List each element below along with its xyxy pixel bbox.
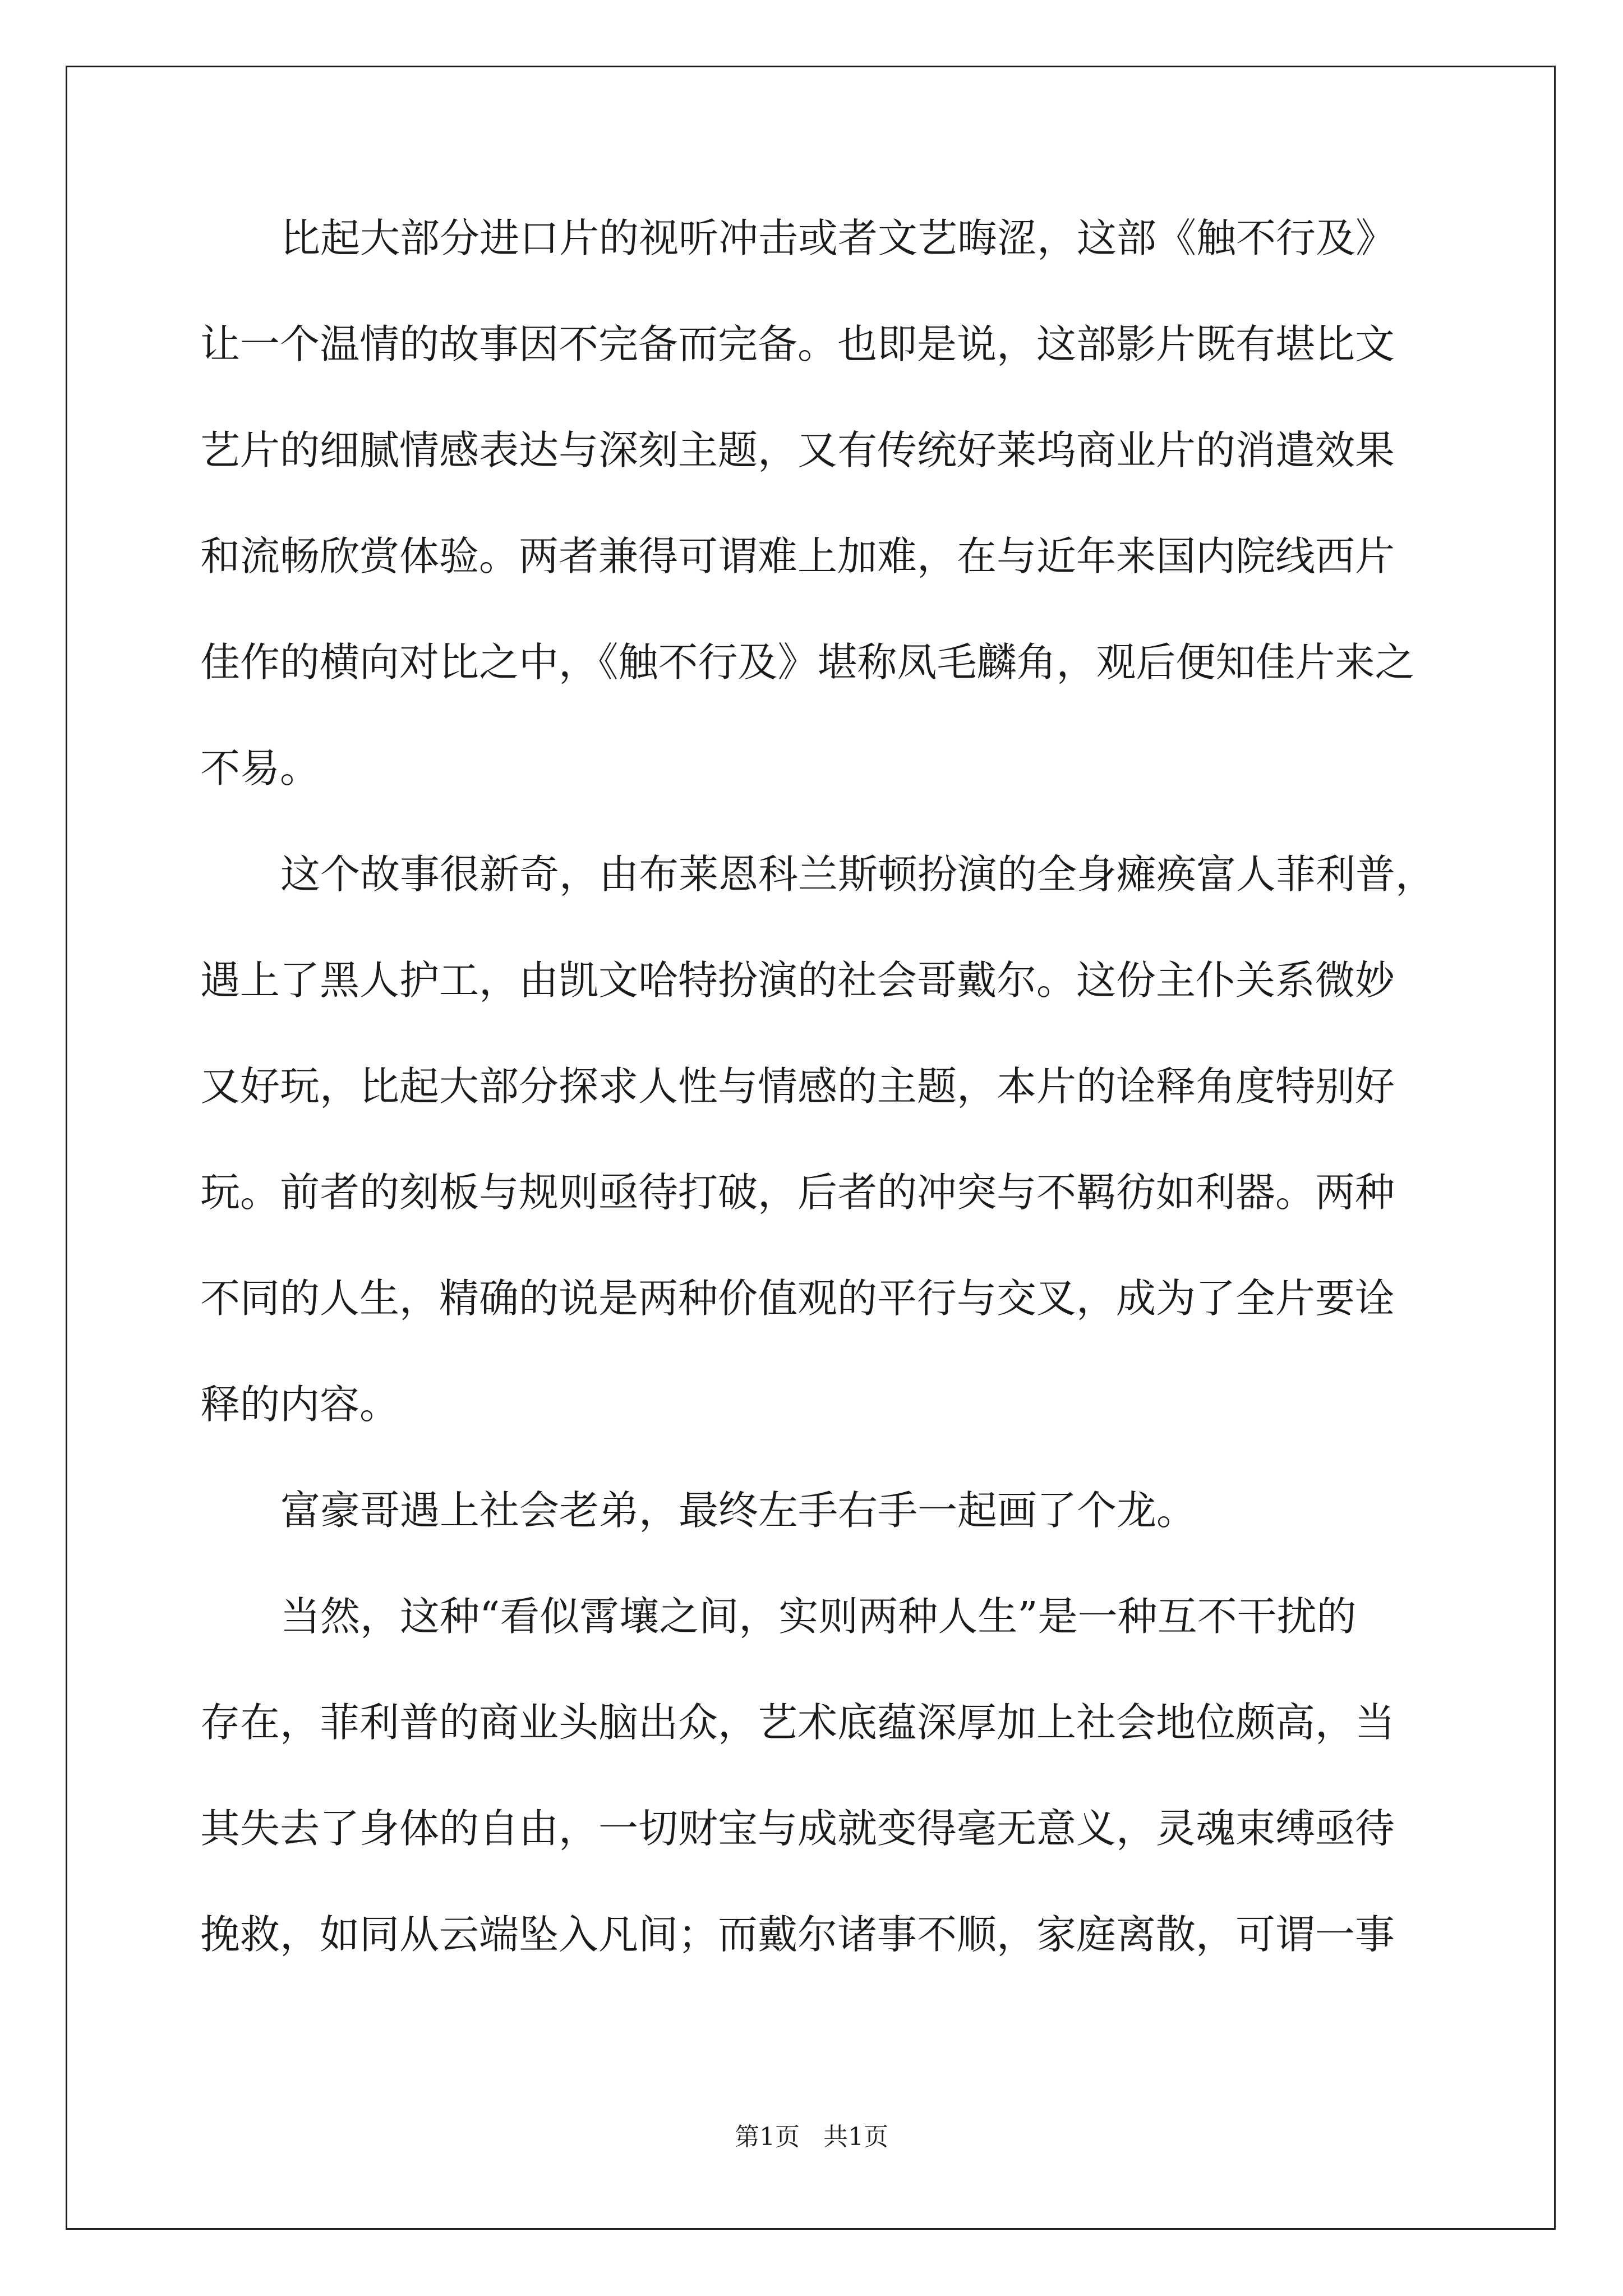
text-line: 佳作的横向对比之中，《触不行及》堪称凤毛麟角，观后便知佳片来之 (200, 639, 1415, 685)
text-line: 存在，菲利普的商业头脑出众，艺术底蕴深厚加上社会地位颇高，当 (200, 1699, 1395, 1746)
text-line: 比起大部分进口片的视听冲击或者文艺晦涩，这部《触不行及》 (280, 215, 1396, 261)
text-line: 艺片的细腻情感表达与深刻主题，又有传统好莱坞商业片的消遣效果 (200, 427, 1395, 473)
text-line: 其失去了身体的自由，一切财宝与成就变得毫无意义，灵魂束缚亟待 (200, 1805, 1395, 1852)
text-line: 释的内容。 (200, 1381, 400, 1428)
document-body (200, 210, 1434, 2013)
text-line: 遇上了黑人护工，由凯文哈特扮演的社会哥戴尔。这份主仆关系微妙 (200, 957, 1395, 1004)
page-footer (0, 2120, 1623, 2154)
text-line: 玩。前者的刻板与规则亟待打破，后者的冲突与不羁彷如利器。两种 (200, 1169, 1395, 1216)
page-total: 共1页 (823, 2123, 888, 2151)
text-line: 挽救，如同从云端坠入凡间；而戴尔诸事不顺，家庭离散，可谓一事 (200, 1911, 1395, 1958)
text-line: 让一个温情的故事因不完备而完备。也即是说，这部影片既有堪比文 (200, 321, 1395, 367)
text-line: 当然，这种“看似霄壤之间，实则两种人生”是一种互不干扰的 (280, 1593, 1357, 1640)
text-line: 富豪哥遇上社会老弟，最终左手右手一起画了个龙。 (280, 1487, 1197, 1534)
text-line: 这个故事很新奇，由布莱恩科兰斯顿扮演的全身瘫痪富人菲利普， (280, 851, 1436, 898)
text-line: 不同的人生，精确的说是两种价值观的平行与交叉，成为了全片要诠 (200, 1275, 1395, 1322)
page-number: 第1页 (735, 2123, 800, 2151)
text-line: 又好玩，比起大部分探求人性与情感的主题，本片的诠释角度特别好 (200, 1063, 1395, 1110)
text-line: 不易。 (200, 745, 320, 792)
text-line: 和流畅欣赏体验。两者兼得可谓难上加难，在与近年来国内院线西片 (200, 533, 1395, 579)
